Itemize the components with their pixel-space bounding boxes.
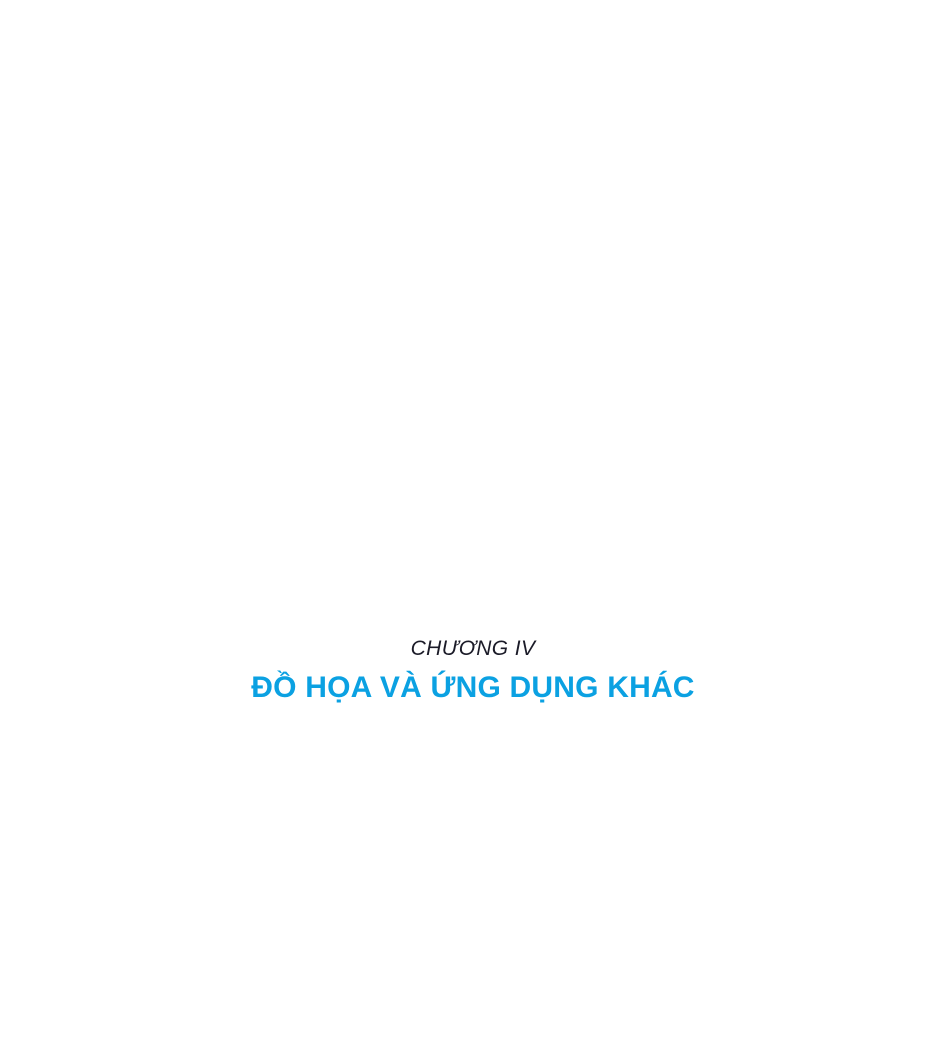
- chapter-heading: [0, 632, 946, 708]
- chapter-number-label: CHƯƠNG IV: [410, 637, 536, 660]
- chapter-title: ĐỒ HỌA VÀ ỨNG DỤNG KHÁC: [251, 671, 695, 704]
